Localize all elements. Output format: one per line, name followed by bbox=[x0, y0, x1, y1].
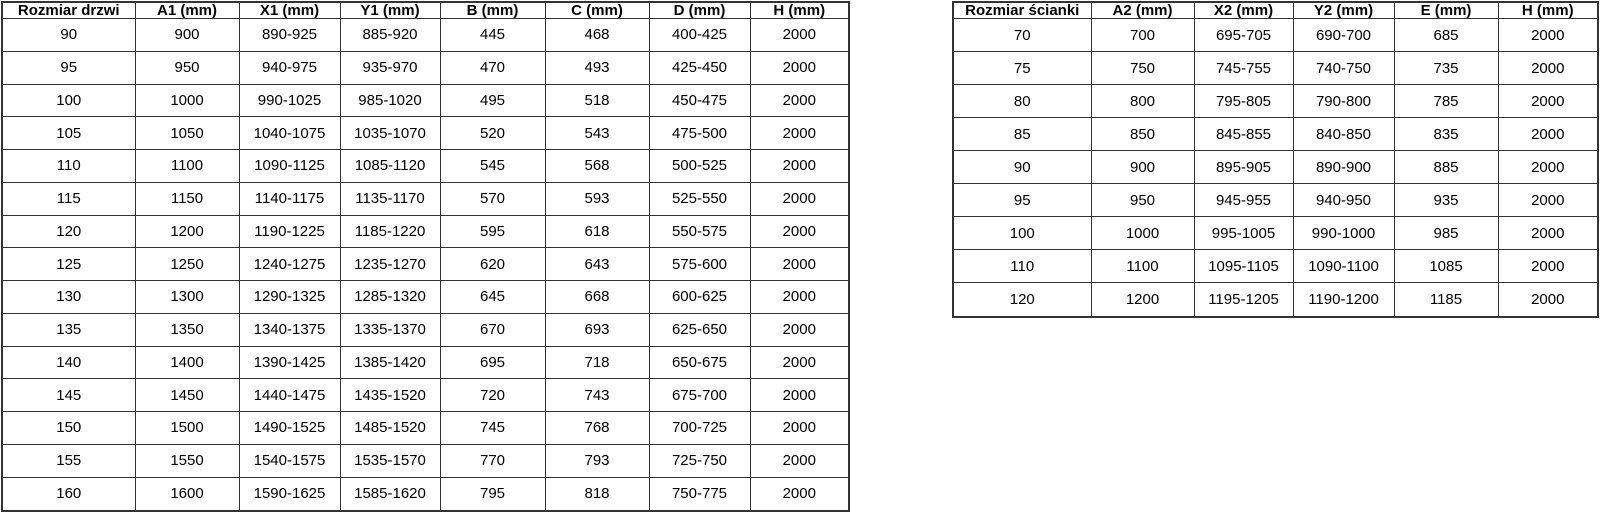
table-cell: 770 bbox=[440, 444, 545, 477]
table-cell: 90 bbox=[953, 151, 1091, 184]
table-cell: 725-750 bbox=[649, 444, 750, 477]
table-cell: 795 bbox=[440, 477, 545, 511]
table-cell: 2000 bbox=[1498, 184, 1598, 217]
table-cell: 1240-1275 bbox=[239, 248, 340, 281]
table-cell: 1190-1225 bbox=[239, 215, 340, 248]
table-row bbox=[953, 19, 1598, 52]
table-row bbox=[2, 215, 849, 248]
table-cell: 468 bbox=[545, 19, 649, 52]
table-row bbox=[2, 444, 849, 477]
table-cell: 643 bbox=[545, 248, 649, 281]
table-cell: 2000 bbox=[750, 19, 849, 52]
table-row bbox=[2, 281, 849, 314]
table-cell: 95 bbox=[2, 51, 135, 84]
table-cell: 595 bbox=[440, 215, 545, 248]
column-header: X2 (mm) bbox=[1194, 2, 1293, 19]
table-cell: 2000 bbox=[750, 215, 849, 248]
table-cell: 618 bbox=[545, 215, 649, 248]
table-cell: 935 bbox=[1394, 184, 1498, 217]
table-cell: 1200 bbox=[1091, 283, 1194, 317]
table-cell: 1140-1175 bbox=[239, 182, 340, 215]
table-cell: 445 bbox=[440, 19, 545, 52]
table-cell: 685 bbox=[1394, 19, 1498, 52]
table-cell: 1390-1425 bbox=[239, 346, 340, 379]
table-cell: 850 bbox=[1091, 118, 1194, 151]
table-cell: 70 bbox=[953, 19, 1091, 52]
column-header: Y2 (mm) bbox=[1293, 2, 1394, 19]
table-cell: 520 bbox=[440, 117, 545, 150]
table-cell: 890-925 bbox=[239, 19, 340, 52]
table-cell: 95 bbox=[953, 184, 1091, 217]
table-cell: 985 bbox=[1394, 217, 1498, 250]
table-cell: 750-775 bbox=[649, 477, 750, 511]
column-header: H (mm) bbox=[1498, 2, 1598, 19]
wall-sizes-table bbox=[952, 1, 1599, 318]
table-cell: 950 bbox=[1091, 184, 1194, 217]
table-cell: 2000 bbox=[1498, 52, 1598, 85]
column-header: D (mm) bbox=[649, 2, 750, 19]
table-cell: 1535-1570 bbox=[340, 444, 440, 477]
table-row bbox=[2, 477, 849, 511]
table-cell: 2000 bbox=[750, 248, 849, 281]
table-row bbox=[953, 151, 1598, 184]
table-row bbox=[953, 184, 1598, 217]
wall-sizes-header-row bbox=[953, 2, 1598, 19]
table-cell: 1185-1220 bbox=[340, 215, 440, 248]
table-cell: 1250 bbox=[135, 248, 239, 281]
table-cell: 890-900 bbox=[1293, 151, 1394, 184]
column-header: Rozmiar drzwi bbox=[2, 2, 135, 19]
table-cell: 495 bbox=[440, 84, 545, 117]
table-cell: 570 bbox=[440, 182, 545, 215]
table-cell: 718 bbox=[545, 346, 649, 379]
table-cell: 2000 bbox=[750, 150, 849, 183]
table-cell: 670 bbox=[440, 313, 545, 346]
table-cell: 2000 bbox=[1498, 151, 1598, 184]
table-cell: 700 bbox=[1091, 19, 1194, 52]
table-row bbox=[2, 182, 849, 215]
table-cell: 115 bbox=[2, 182, 135, 215]
column-header: H (mm) bbox=[750, 2, 849, 19]
table-cell: 1385-1420 bbox=[340, 346, 440, 379]
table-cell: 100 bbox=[953, 217, 1091, 250]
table-cell: 2000 bbox=[750, 51, 849, 84]
table-cell: 885 bbox=[1394, 151, 1498, 184]
table-cell: 525-550 bbox=[649, 182, 750, 215]
table-cell: 125 bbox=[2, 248, 135, 281]
table-cell: 790-800 bbox=[1293, 85, 1394, 118]
table-cell: 950 bbox=[135, 51, 239, 84]
table-cell: 575-600 bbox=[649, 248, 750, 281]
table-cell: 845-855 bbox=[1194, 118, 1293, 151]
table-cell: 1540-1575 bbox=[239, 444, 340, 477]
table-cell: 2000 bbox=[1498, 118, 1598, 151]
table-cell: 2000 bbox=[1498, 250, 1598, 283]
table-cell: 120 bbox=[953, 283, 1091, 317]
table-cell: 75 bbox=[953, 52, 1091, 85]
table-row bbox=[953, 85, 1598, 118]
table-cell: 100 bbox=[2, 84, 135, 117]
table-cell: 2000 bbox=[750, 313, 849, 346]
table-cell: 735 bbox=[1394, 52, 1498, 85]
table-cell: 1000 bbox=[135, 84, 239, 117]
table-cell: 1590-1625 bbox=[239, 477, 340, 511]
table-cell: 1485-1520 bbox=[340, 412, 440, 445]
table-cell: 695 bbox=[440, 346, 545, 379]
column-header: B (mm) bbox=[440, 2, 545, 19]
table-cell: 900 bbox=[135, 19, 239, 52]
table-cell: 940-950 bbox=[1293, 184, 1394, 217]
table-cell: 1200 bbox=[135, 215, 239, 248]
table-cell: 550-575 bbox=[649, 215, 750, 248]
table-cell: 2000 bbox=[1498, 217, 1598, 250]
table-cell: 800 bbox=[1091, 85, 1194, 118]
table-cell: 2000 bbox=[750, 477, 849, 511]
table-cell: 145 bbox=[2, 379, 135, 412]
table-cell: 1190-1200 bbox=[1293, 283, 1394, 317]
table-cell: 940-975 bbox=[239, 51, 340, 84]
table-row bbox=[2, 51, 849, 84]
table-cell: 895-905 bbox=[1194, 151, 1293, 184]
table-cell: 995-1005 bbox=[1194, 217, 1293, 250]
table-cell: 470 bbox=[440, 51, 545, 84]
table-cell: 130 bbox=[2, 281, 135, 314]
table-cell: 1090-1125 bbox=[239, 150, 340, 183]
table-cell: 835 bbox=[1394, 118, 1498, 151]
table-cell: 645 bbox=[440, 281, 545, 314]
table-cell: 1300 bbox=[135, 281, 239, 314]
table-cell: 650-675 bbox=[649, 346, 750, 379]
table-cell: 110 bbox=[2, 150, 135, 183]
door-sizes-table bbox=[1, 1, 850, 512]
table-cell: 1035-1070 bbox=[340, 117, 440, 150]
table-cell: 1235-1270 bbox=[340, 248, 440, 281]
table-cell: 1600 bbox=[135, 477, 239, 511]
table-cell: 740-750 bbox=[1293, 52, 1394, 85]
table-cell: 155 bbox=[2, 444, 135, 477]
table-cell: 150 bbox=[2, 412, 135, 445]
table-row bbox=[2, 379, 849, 412]
table-row bbox=[953, 283, 1598, 317]
table-cell: 2000 bbox=[750, 182, 849, 215]
table-cell: 1400 bbox=[135, 346, 239, 379]
table-cell: 768 bbox=[545, 412, 649, 445]
wall-sizes-body bbox=[953, 19, 1598, 318]
table-row bbox=[2, 346, 849, 379]
table-cell: 1490-1525 bbox=[239, 412, 340, 445]
table-cell: 140 bbox=[2, 346, 135, 379]
table-cell: 80 bbox=[953, 85, 1091, 118]
table-cell: 990-1025 bbox=[239, 84, 340, 117]
column-header: Y1 (mm) bbox=[340, 2, 440, 19]
table-cell: 990-1000 bbox=[1293, 217, 1394, 250]
table-cell: 110 bbox=[953, 250, 1091, 283]
table-cell: 2000 bbox=[750, 346, 849, 379]
table-cell: 2000 bbox=[1498, 19, 1598, 52]
table-cell: 945-955 bbox=[1194, 184, 1293, 217]
table-cell: 700-725 bbox=[649, 412, 750, 445]
table-cell: 1500 bbox=[135, 412, 239, 445]
table-cell: 425-450 bbox=[649, 51, 750, 84]
table-cell: 675-700 bbox=[649, 379, 750, 412]
table-cell: 985-1020 bbox=[340, 84, 440, 117]
table-row bbox=[2, 84, 849, 117]
table-cell: 793 bbox=[545, 444, 649, 477]
table-cell: 818 bbox=[545, 477, 649, 511]
table-cell: 1040-1075 bbox=[239, 117, 340, 150]
table-cell: 668 bbox=[545, 281, 649, 314]
table-cell: 1185 bbox=[1394, 283, 1498, 317]
table-cell: 743 bbox=[545, 379, 649, 412]
table-row bbox=[2, 117, 849, 150]
table-cell: 1285-1320 bbox=[340, 281, 440, 314]
table-cell: 90 bbox=[2, 19, 135, 52]
table-cell: 1090-1100 bbox=[1293, 250, 1394, 283]
table-cell: 840-850 bbox=[1293, 118, 1394, 151]
table-cell: 160 bbox=[2, 477, 135, 511]
table-cell: 785 bbox=[1394, 85, 1498, 118]
table-row bbox=[2, 19, 849, 52]
table-row bbox=[953, 250, 1598, 283]
table-cell: 500-525 bbox=[649, 150, 750, 183]
table-cell: 795-805 bbox=[1194, 85, 1293, 118]
table-row bbox=[953, 217, 1598, 250]
table-cell: 745-755 bbox=[1194, 52, 1293, 85]
table-cell: 1450 bbox=[135, 379, 239, 412]
table-cell: 1100 bbox=[1091, 250, 1194, 283]
table-cell: 2000 bbox=[750, 412, 849, 445]
column-header: A1 (mm) bbox=[135, 2, 239, 19]
table-cell: 695-705 bbox=[1194, 19, 1293, 52]
table-cell: 2000 bbox=[1498, 85, 1598, 118]
table-cell: 1550 bbox=[135, 444, 239, 477]
table-cell: 900 bbox=[1091, 151, 1194, 184]
table-cell: 690-700 bbox=[1293, 19, 1394, 52]
table-cell: 1335-1370 bbox=[340, 313, 440, 346]
table-cell: 2000 bbox=[750, 84, 849, 117]
table-cell: 750 bbox=[1091, 52, 1194, 85]
table-cell: 693 bbox=[545, 313, 649, 346]
column-header: A2 (mm) bbox=[1091, 2, 1194, 19]
table-cell: 2000 bbox=[750, 117, 849, 150]
table-cell: 1050 bbox=[135, 117, 239, 150]
table-cell: 1290-1325 bbox=[239, 281, 340, 314]
table-row bbox=[2, 412, 849, 445]
table-cell: 450-475 bbox=[649, 84, 750, 117]
door-sizes-header-row bbox=[2, 2, 849, 19]
table-cell: 935-970 bbox=[340, 51, 440, 84]
table-cell: 400-425 bbox=[649, 19, 750, 52]
table-cell: 1100 bbox=[135, 150, 239, 183]
table-cell: 1195-1205 bbox=[1194, 283, 1293, 317]
table-cell: 1350 bbox=[135, 313, 239, 346]
table-cell: 475-500 bbox=[649, 117, 750, 150]
table-cell: 1585-1620 bbox=[340, 477, 440, 511]
table-cell: 518 bbox=[545, 84, 649, 117]
table-cell: 2000 bbox=[750, 444, 849, 477]
table-cell: 1085 bbox=[1394, 250, 1498, 283]
table-cell: 625-650 bbox=[649, 313, 750, 346]
table-cell: 1435-1520 bbox=[340, 379, 440, 412]
table-cell: 1085-1120 bbox=[340, 150, 440, 183]
door-sizes-body bbox=[2, 19, 849, 512]
table-cell: 2000 bbox=[750, 281, 849, 314]
table-cell: 745 bbox=[440, 412, 545, 445]
table-cell: 593 bbox=[545, 182, 649, 215]
table-cell: 85 bbox=[953, 118, 1091, 151]
table-row bbox=[2, 248, 849, 281]
table-cell: 1150 bbox=[135, 182, 239, 215]
table-cell: 1000 bbox=[1091, 217, 1194, 250]
table-row bbox=[953, 118, 1598, 151]
table-cell: 105 bbox=[2, 117, 135, 150]
table-cell: 120 bbox=[2, 215, 135, 248]
table-cell: 543 bbox=[545, 117, 649, 150]
table-cell: 568 bbox=[545, 150, 649, 183]
table-cell: 1440-1475 bbox=[239, 379, 340, 412]
column-header: C (mm) bbox=[545, 2, 649, 19]
column-header: E (mm) bbox=[1394, 2, 1498, 19]
column-header: X1 (mm) bbox=[239, 2, 340, 19]
table-cell: 1340-1375 bbox=[239, 313, 340, 346]
table-cell: 1095-1105 bbox=[1194, 250, 1293, 283]
table-row bbox=[2, 313, 849, 346]
table-cell: 1135-1170 bbox=[340, 182, 440, 215]
table-cell: 885-920 bbox=[340, 19, 440, 52]
table-cell: 600-625 bbox=[649, 281, 750, 314]
table-cell: 2000 bbox=[1498, 283, 1598, 317]
table-row bbox=[953, 52, 1598, 85]
table-cell: 620 bbox=[440, 248, 545, 281]
table-cell: 720 bbox=[440, 379, 545, 412]
table-cell: 545 bbox=[440, 150, 545, 183]
table-cell: 493 bbox=[545, 51, 649, 84]
table-row bbox=[2, 150, 849, 183]
column-header: Rozmiar ścianki bbox=[953, 2, 1091, 19]
table-cell: 135 bbox=[2, 313, 135, 346]
table-cell: 2000 bbox=[750, 379, 849, 412]
